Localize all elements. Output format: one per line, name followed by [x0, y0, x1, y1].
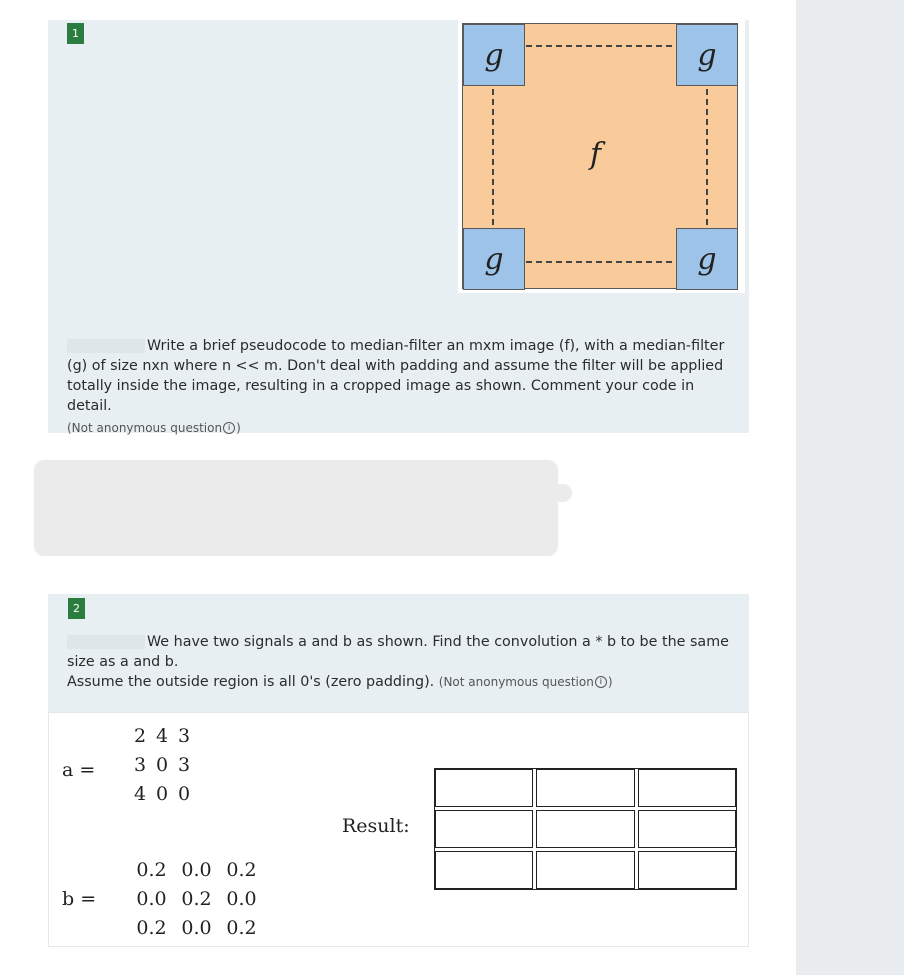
dashed-line-right [706, 89, 708, 225]
matrix-row [129, 917, 264, 939]
not-anonymous-note: (Not anonymous question [67, 421, 223, 435]
result-cell[interactable] [638, 851, 736, 889]
question-number-badge: 1 [67, 23, 84, 44]
matrix-cell: 0.0 [136, 888, 167, 910]
matrix-cell: 0.2 [226, 917, 257, 939]
redacted-label [67, 339, 145, 353]
right-side-panel [796, 0, 904, 975]
result-cell[interactable] [536, 810, 634, 848]
matrix-cell: 0.2 [181, 888, 212, 910]
question-2-figure [48, 712, 749, 947]
info-icon[interactable]: i [223, 422, 235, 434]
result-label: Result: [342, 815, 410, 837]
matrix-row [129, 725, 195, 747]
question-text-1 [67, 336, 729, 438]
filter-g-top-right: g [676, 24, 738, 86]
matrix-cell: 0.0 [181, 859, 212, 881]
matrix-cell: 0.0 [181, 917, 212, 939]
question-text-2 [67, 632, 729, 692]
dashed-line-bottom [526, 261, 672, 263]
redacted-label [67, 635, 145, 649]
matrix-cell: 0.2 [136, 917, 167, 939]
matrix-a-label: a = [62, 759, 96, 781]
note-close: ) [236, 421, 241, 435]
result-cell[interactable] [638, 769, 736, 807]
result-cell[interactable] [536, 769, 634, 807]
question-2-assumption: Assume the outside region is all 0's (zero padding). [67, 674, 435, 690]
result-cell[interactable] [638, 810, 736, 848]
image-f-label: f [590, 137, 602, 172]
matrix-cell: 0.2 [226, 859, 257, 881]
dashed-line-top [526, 45, 672, 47]
dashed-line-left [492, 89, 494, 225]
info-icon[interactable]: i [595, 676, 607, 688]
matrix-cell: 4 [133, 783, 147, 805]
matrix-cell: 0.0 [226, 888, 257, 910]
redacted-block-edge [540, 484, 572, 502]
median-filter-figure [458, 19, 745, 293]
result-cell[interactable] [536, 851, 634, 889]
matrix-row [129, 754, 195, 776]
question-card-1 [48, 20, 749, 433]
matrix-row [129, 859, 264, 881]
filter-g-bottom-left: g [463, 228, 525, 290]
matrix-cell: 0.2 [136, 859, 167, 881]
matrix-cell: 3 [177, 725, 191, 747]
question-card-2 [48, 594, 749, 712]
result-cell[interactable] [435, 769, 533, 807]
matrix-row [129, 888, 264, 910]
filter-g-bottom-right: g [676, 228, 738, 290]
note-close: ) [607, 675, 613, 689]
matrix-cell: 0 [155, 783, 169, 805]
result-cell[interactable] [435, 851, 533, 889]
matrix-cell: 2 [133, 725, 147, 747]
matrix-b-label: b = [62, 888, 97, 910]
question-1-prompt: Write a brief pseudocode to median-filter an mxm image (f), with a median-filter (g) of size nxn where n << m. Don't deal with padding and assume the filter will be applied totally inside the image, resulting in a cropped image as shown. Comment your code in detail. [67, 338, 725, 414]
matrix-cell: 3 [133, 754, 147, 776]
result-cell[interactable] [435, 810, 533, 848]
result-grid [434, 768, 737, 890]
matrix-cell: 4 [155, 725, 169, 747]
not-anonymous-note: (Not anonymous question [438, 675, 594, 689]
question-2-prompt: We have two signals a and b as shown. Find the convolution a * b to be the same size as a and b. [67, 634, 729, 670]
matrix-cell: 3 [177, 754, 191, 776]
question-number-badge: 2 [68, 598, 85, 619]
matrix-row [129, 783, 195, 805]
redacted-block [34, 460, 558, 556]
matrix-cell: 0 [155, 754, 169, 776]
matrix-cell: 0 [177, 783, 191, 805]
filter-g-top-left: g [463, 24, 525, 86]
